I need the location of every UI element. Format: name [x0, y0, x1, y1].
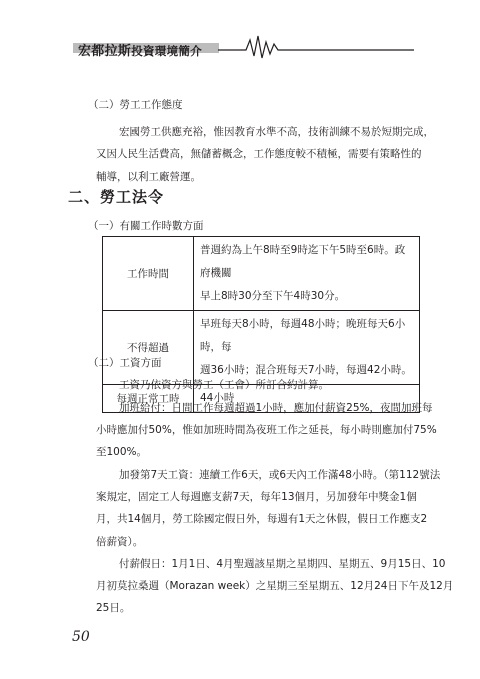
paragraph-line: 月，共14個月，勞工除國定假日外，每週有1天之休假，假日工作應支2 — [96, 513, 428, 525]
table-cell-line: 44小時 — [200, 392, 235, 404]
paragraph-line: 宏國勞工供應充裕，惟因教育水準不高，技術訓練不易於短期完成， — [119, 126, 434, 138]
paragraph-line: 至100%。 — [96, 446, 148, 458]
section-title-labor-law: 二、勞工法令 — [68, 188, 165, 206]
page-number: 50 — [72, 629, 90, 645]
paragraph-line: 25日。 — [96, 602, 131, 614]
paragraph-line: 加班給付：日間工作每週超過1小時，應加付薪資25%，夜間加班每 — [119, 402, 433, 414]
paragraph-line: 輔導，以利工廠營運。 — [96, 171, 201, 183]
paragraph-line: 倍薪資）。 — [96, 536, 144, 548]
table-cell-value — [194, 237, 420, 311]
table-cell-label: 工作時間 — [103, 237, 194, 311]
table-cell-line: 週36小時；混合班每天7小時，每週42小時。 — [200, 364, 412, 376]
table-cell-line: 普週約為上午8時至9時迄下午5時至6時。政府機關 — [200, 244, 406, 279]
table-row — [103, 311, 420, 385]
table-cell-line: 早班每天8小時，每週48小時；晚班每天6小時，每 — [200, 318, 406, 353]
header-title-country: 宏都拉斯 — [78, 44, 132, 59]
subsection-heading-working-hours: （一）有關工作時數方面 — [88, 220, 204, 232]
paragraph-line: 案規定，固定工人每週應支薪7天，每年13個月，另加發年中獎金1個 — [96, 491, 417, 503]
table-cell-line: 早上8時30分至下午4時30分。 — [200, 290, 346, 302]
running-header-title — [78, 40, 202, 59]
table-cell-label: 不得超過 — [103, 311, 194, 385]
paragraph-line: 付薪假日：1月1日、4月聖週該星期之星期四、星期五、9月15日、10 — [119, 558, 446, 570]
paragraph-line: 月初莫拉桑週（Morazan week）之星期三至星期五、12月24日下午及12月 — [96, 580, 454, 592]
paragraph-line: 又因人民生活費高，無儲蓄概念，工作態度較不積極，需要有策略性的 — [96, 148, 422, 160]
table-cell-value — [194, 311, 420, 385]
header-pulse-line — [218, 30, 414, 60]
table-cell-label: 每週正常工時 — [103, 385, 194, 413]
subsection-heading-work-attitude: （二）勞工工作態度 — [88, 99, 183, 111]
paragraph-line: 小時應加付50%，惟如加班時間為夜班工作之延長，每小時則應加付75% — [96, 424, 437, 436]
paragraph-line: 工資乃依資方與勞工（工會）所訂合約計算。 — [119, 379, 329, 391]
header-title-subject: 投資環境簡介 — [131, 44, 203, 58]
table-row — [103, 237, 420, 311]
subsection-heading-wages: （二）工資方面 — [88, 357, 162, 369]
paragraph-line: 加發第7天工資：連續工作6天，或6天內工作滿48小時。（第112號法 — [119, 469, 441, 481]
